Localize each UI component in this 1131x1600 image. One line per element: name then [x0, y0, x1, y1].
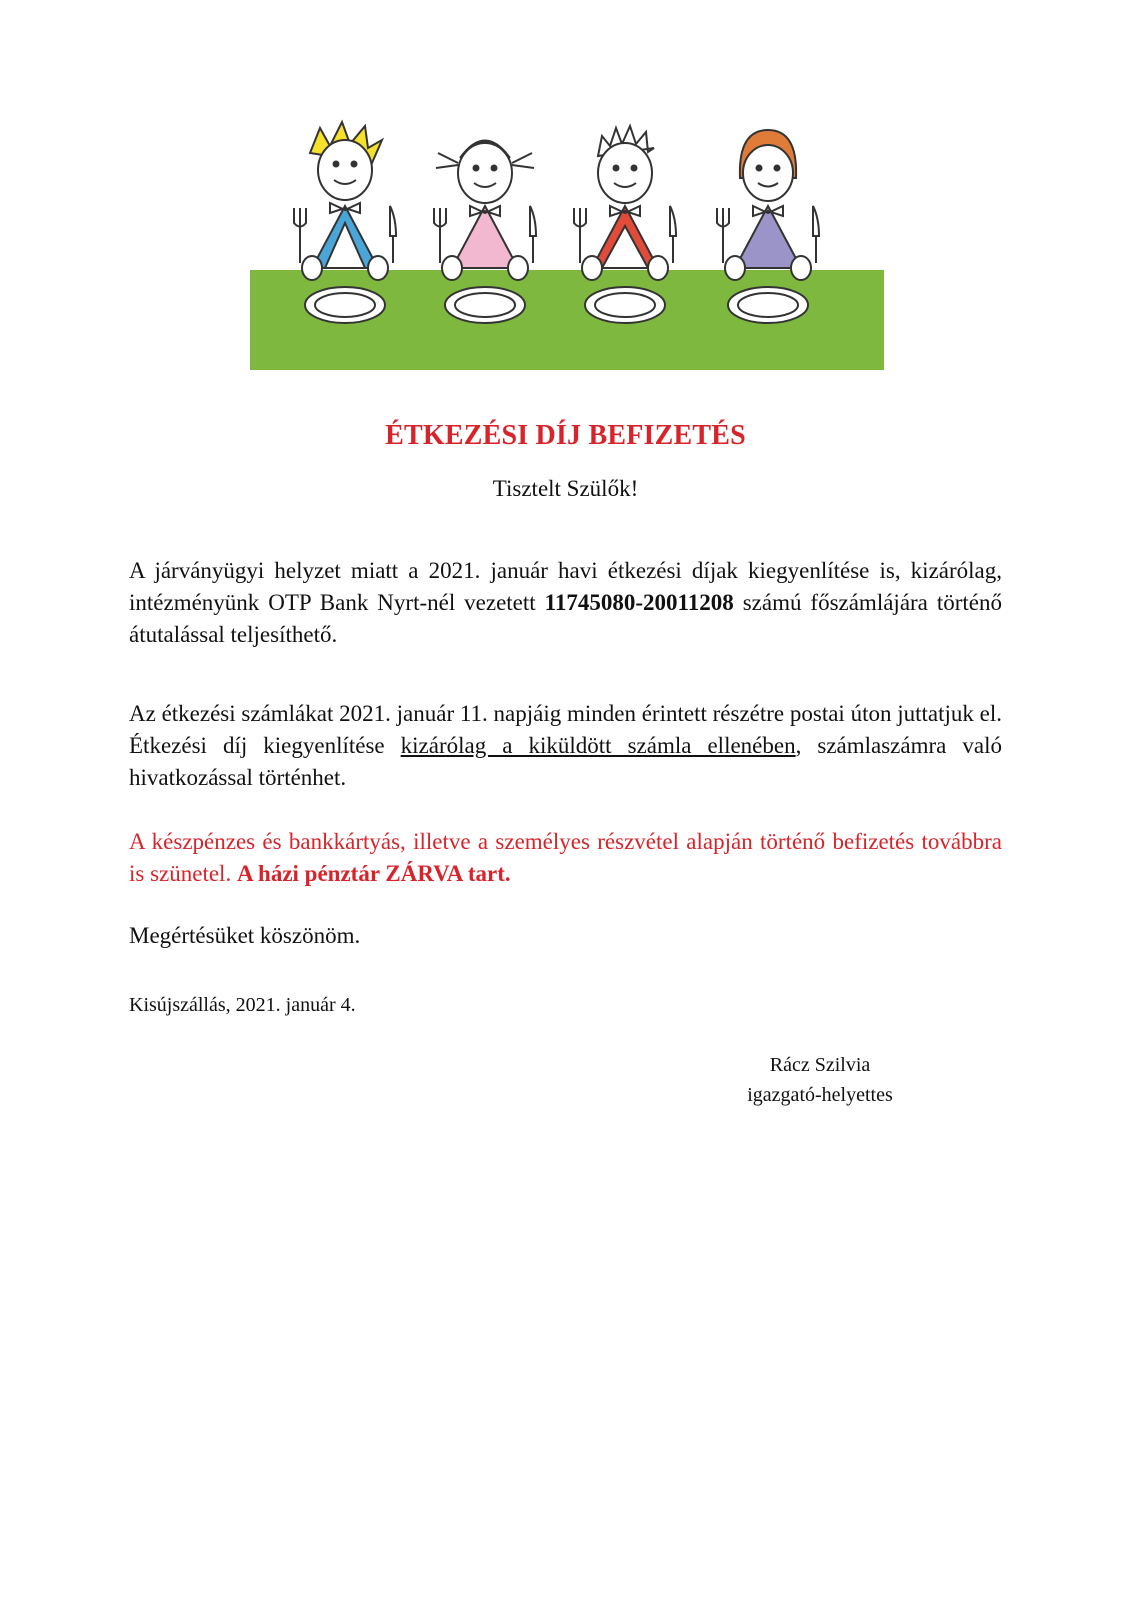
paragraph-cash-notice — [129, 826, 1002, 890]
child-4-icon — [717, 130, 819, 280]
paragraph2-text-a: Az étkezési számlákat 2021. január 11. napjáig minden érintett részétre postai úton juttatjuk el. Étkezési díj kiegyenlítése — [129, 701, 1002, 758]
child-2-icon — [434, 141, 536, 281]
account-number: 11745080-20011208 — [544, 590, 734, 615]
signature-name: Rácz Szilvia — [769, 1054, 871, 1076]
child-3-icon — [574, 126, 676, 280]
paragraph1-text-a: A járványügyi helyzet miatt a 2021. január havi étkezési díjak kiegyenlítése is, kizárólag, intézményünk OTP Bank Nyrt-nél vezetett — [129, 558, 1002, 615]
child-1-icon — [294, 122, 396, 280]
paragraph-payment-method — [129, 555, 1002, 651]
greeting: Tisztelt Szülők! — [492, 476, 639, 501]
cashier-closed-notice: A házi pénztár ZÁRVA tart. — [236, 861, 511, 886]
paragraph2-text-b: , számlaszámra való hivatkozással történhet. — [129, 733, 1002, 790]
children-at-table-illustration — [250, 118, 884, 370]
date-line: Kisújszállás, 2021. január 4. — [129, 994, 356, 1016]
page-title: ÉTKEZÉSI DÍJ BEFIZETÉS — [385, 420, 746, 451]
paragraph1-text-b: számú főszámlájára történő átutalással teljesíthető. — [129, 590, 1002, 647]
signature-role: igazgató-helyettes — [747, 1084, 893, 1106]
paragraph-invoices — [129, 698, 1002, 794]
paragraph3-text-a: A készpénzes és bankkártyás, illetve a személyes részvétel alapján történő befizetés továbbra is szünetel. — [129, 829, 1002, 886]
paragraph-thanks: Megértésüket köszönöm. — [129, 923, 361, 948]
underlined-emphasis: kizárólag a kiküldött számla ellenében — [400, 733, 796, 758]
